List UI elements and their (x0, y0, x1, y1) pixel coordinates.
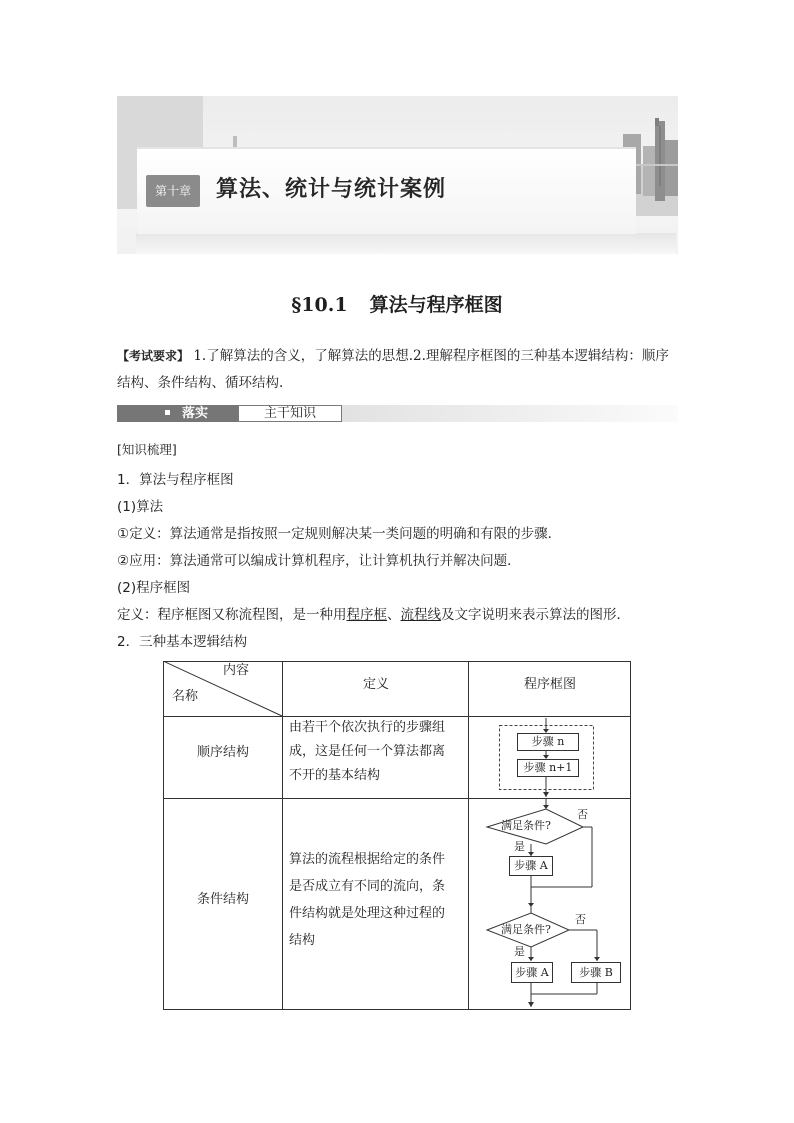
def-line: 不开的基本结构 (289, 768, 381, 783)
table-grid (163, 661, 631, 1010)
flow-def-suffix: 及文字说明来表示算法的图形． (441, 607, 630, 623)
def-line: 算法的流程根据给定的条件 (289, 852, 446, 867)
knowledge-heading: [知识梳理] (117, 442, 177, 457)
flow-def-prefix: 定义：程序框图又称流程图，是一种用 (117, 607, 347, 623)
bar-label-dark (117, 405, 238, 422)
flow-def-sep: 、 (387, 607, 401, 623)
item2-title: 2．三种基本逻辑结构 (117, 634, 248, 650)
logic-structure-table (163, 661, 631, 1010)
algorithm-definition: ①定义：算法通常是指按照一定规则解决某一类问题的明确和有限的步骤． (117, 526, 562, 542)
flow-step-b: 步骤 B (579, 966, 613, 979)
exam-requirements-text: 1.了解算法的含义，了解算法的思想.2.理解程序框图的三种基本逻辑结构：顺序结构、条件结构、循环结构. (117, 348, 669, 391)
flow-yes-1: 是 (514, 840, 525, 853)
flowchart-definition (117, 605, 630, 625)
banner-shadow (136, 233, 676, 254)
def-line: 件结构就是处理这种过程的 (289, 906, 446, 921)
flow-step-n1: 步骤 n+1 (523, 761, 573, 774)
sub2-title: (2)程序框图 (117, 580, 191, 596)
chapter-title: 算法、统计与统计案例 (216, 177, 447, 202)
bar-label-light: 主干知识 (238, 405, 342, 422)
section-number: §10.1 (291, 294, 348, 316)
chapter-badge: 第十章 (146, 175, 200, 207)
row-sequence-name: 顺序结构 (196, 745, 249, 760)
flow-step-a-2: 步骤 A (515, 966, 549, 979)
exam-requirements-label: 【考试要求】 (117, 349, 190, 363)
flow-no-2: 否 (575, 913, 586, 926)
algorithm-application: ②应用：算法通常可以编成计算机程序，让计算机执行并解决问题． (117, 553, 521, 569)
section-heading (0, 290, 794, 317)
square-bullet-icon (165, 410, 170, 415)
diag-header-name: 名称 (172, 689, 199, 704)
flow-step-a-1: 步骤 A (514, 859, 548, 872)
diag-header-content: 内容 (223, 663, 250, 678)
flow-def-underline-line: 流程线 (400, 607, 441, 623)
section-title: 算法与程序框图 (369, 294, 503, 316)
col-header-definition: 定义 (362, 677, 389, 692)
row-condition-name: 条件结构 (196, 892, 249, 907)
col-header-flowchart: 程序框图 (523, 677, 576, 692)
flow-step-n: 步骤 n (531, 735, 565, 748)
flow-no-1: 否 (577, 808, 588, 821)
sub1-title: (1)算法 (117, 499, 164, 515)
bar-dark-text: 落实 (182, 406, 209, 421)
def-line: 结构 (289, 933, 316, 948)
row-condition-definition (289, 846, 467, 954)
flow-def-underline-box: 程序框 (346, 607, 387, 623)
def-line: 成，这是任何一个算法都离 (289, 744, 446, 759)
flow-condition-1: 满足条件? (501, 819, 551, 832)
item1-title: 1．算法与程序框图 (117, 472, 234, 488)
def-line: 由若干个依次执行的步骤组 (289, 720, 446, 735)
flow-yes-2: 是 (514, 945, 525, 958)
exam-requirements (117, 343, 682, 397)
def-line: 是否成立有不同的流向，条 (289, 879, 446, 894)
row-sequence-definition (289, 716, 467, 788)
flow-condition-2: 满足条件? (501, 923, 551, 936)
